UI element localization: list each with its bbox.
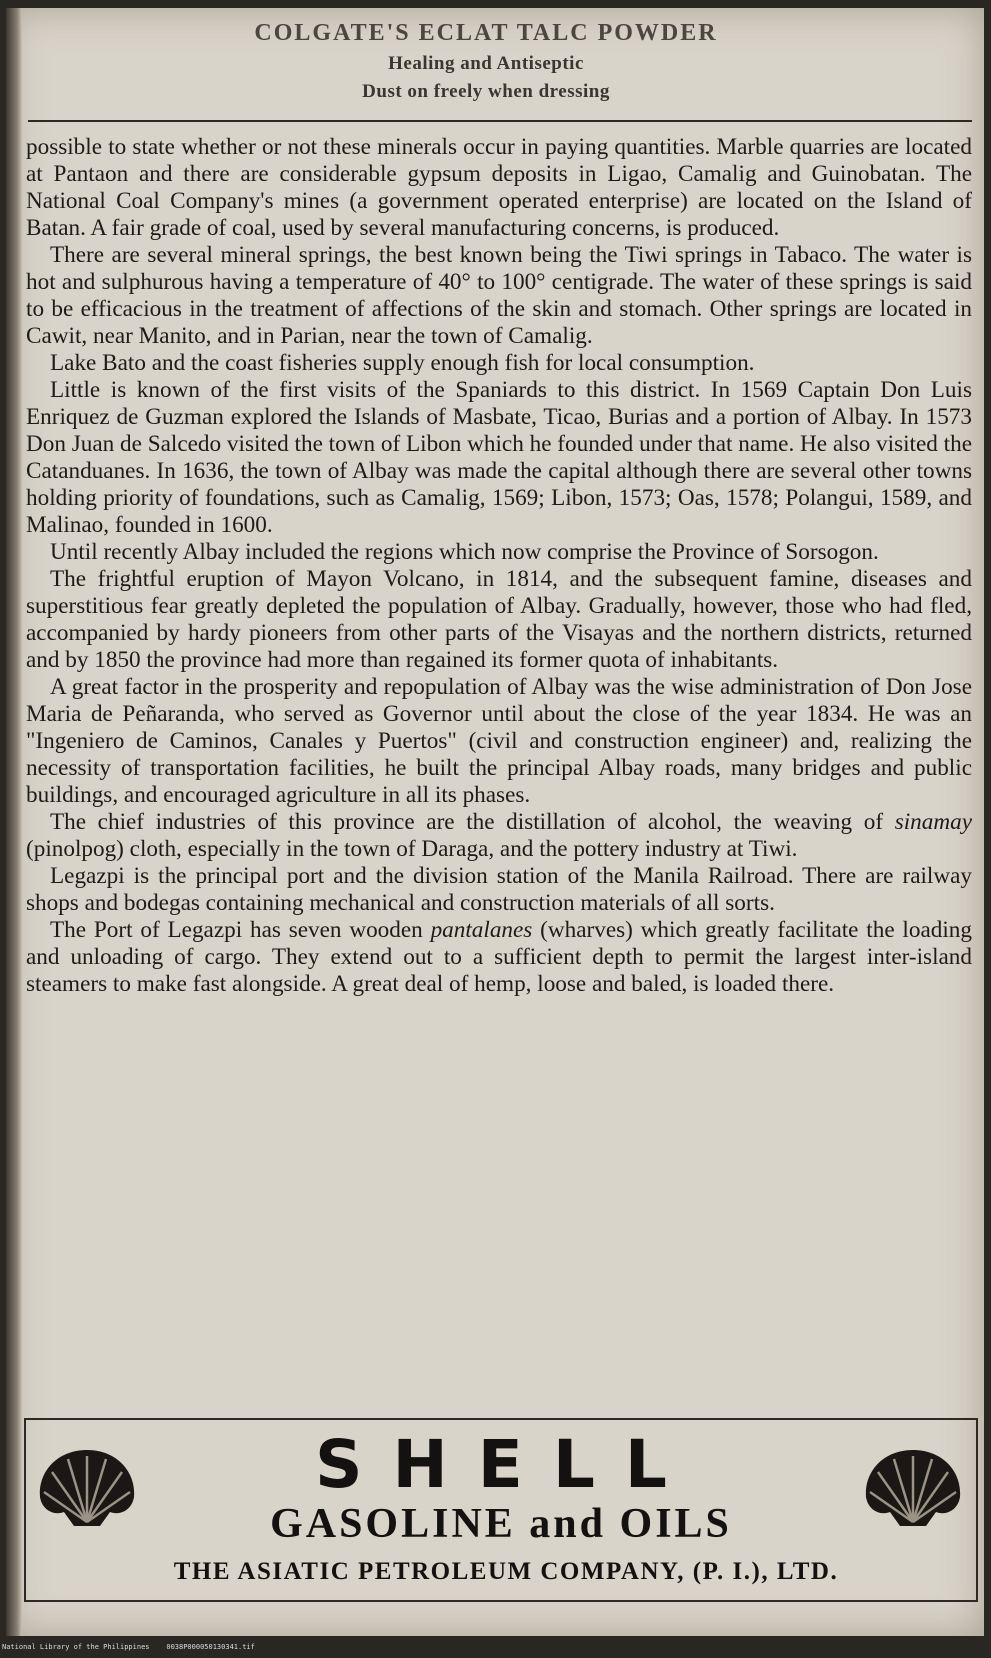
shell-logo-icon xyxy=(858,1442,968,1532)
header-brand: COLGATE'S ECLAT TALC POWDER xyxy=(254,20,718,46)
book-binding-edge xyxy=(6,8,22,1636)
industries-italic: sinamay xyxy=(894,809,972,835)
header-advertisement xyxy=(186,20,786,103)
paragraph-fisheries: Lake Bato and the coast fisheries supply enough fish for local consumption. xyxy=(50,350,755,376)
shell-logo-icon xyxy=(32,1442,142,1532)
shell-company: THE ASIATIC PETROLEUM COMPANY, (P. I.), LTD. xyxy=(173,1558,839,1585)
port-text-a: The Port of Legazpi has seven wooden xyxy=(50,917,431,943)
shell-tagline: GASOLINE and OILS xyxy=(270,1501,732,1547)
article-body xyxy=(26,134,972,998)
paragraph-legazpi: Legazpi is the principal port and the division station of the Manila Railroad. There are railway shops and bodegas containing mechanical and construction materials of all sorts. xyxy=(26,863,972,916)
paragraph-penaranda: A great factor in the prosperity and repopulation of Albay was the wise administration of Don Jose Maria de Peñaranda, who served as Governor until about the close of the year 1834. He was an "Ingeniero de Caminos, Canales y Puertos" (civil and construction engineer) and, realizing the necessity of transportation facilities, he built the principal Albay roads, many bridges and public buildings, and encouraged agriculture in all its phases. xyxy=(26,674,972,808)
shell-brand: SHELL xyxy=(315,1426,697,1503)
paragraph-spaniards: Little is known of the first visits of the Spaniards to this district. In 1569 Captain Don Luis Enriquez de Guzman explored the Islands of Masbate, Ticao, Burias and a portion of Albay. In 1573 Don Juan de Salcedo visited the town of Libon which he founded under that name. He also visited the Catanduanes. In 1636, the town of Albay was made the capital although there are several other towns holding priority of foundations, such as Camalig, 1569; Libon, 1573; Oas, 1578; Polangui, 1589, and Malinao, founded in 1600. xyxy=(26,377,972,538)
header-divider xyxy=(28,120,972,122)
paragraph-springs: There are several mineral springs, the best known being the Tiwi springs in Tabaco. The water is hot and sulphurous having a temperature of 40° to 100° centigrade. The water of these springs is said to be efficacious in the treatment of affections of the skin and stomach. Other springs are located in Cawit, near Manito, and in Parian, near the town of Camalig. xyxy=(26,242,972,349)
paragraph-industries xyxy=(26,809,972,863)
industries-text-b: (pinolpog) cloth, especially in the town of Daraga, and the pottery industry at Tiwi. xyxy=(26,836,798,862)
paragraph-port xyxy=(26,917,972,998)
paragraph-mayon: The frightful eruption of Mayon Volcano, in 1814, and the subsequent famine, diseases and superstitious fear greatly depleted the population of Albay. Gradually, however, those who had fled, accompanied by hardy pioneers from other parts of the Visayas and the northern districts, returned and by 1850 the province had more than regained its former quota of inhabitants. xyxy=(26,566,972,673)
port-italic: pantalanes xyxy=(430,917,533,943)
header-instructions: Dust on freely when dressing xyxy=(362,81,610,102)
paragraph-sorsogon: Until recently Albay included the regions which now comprise the Province of Sorsogon. xyxy=(50,539,879,565)
scan-credit: National Library of the Philippines 0038P000050130341.tif xyxy=(2,1643,255,1651)
scanned-page xyxy=(6,8,984,1636)
industries-text-a: The chief industries of this province are the distillation of alcohol, the weaving of xyxy=(50,809,895,835)
header-slogan: Healing and Antiseptic xyxy=(388,53,584,74)
shell-advertisement xyxy=(24,1418,978,1602)
port-text-b: (wharves) which greatly facilitate the loading and unloading of cargo. They extend out to a sufficient depth to permit the largest inter-island steamers to make fast alongside. A great deal of hemp, loose and baled, is loaded there. xyxy=(26,917,972,997)
paragraph-minerals: possible to state whether or not these minerals occur in paying quantities. Marble quarries are located at Pantaon and there are considerable gypsum deposits in Ligao, Camalig and Guinobatan. The National Coal Company's mines (a government operated enterprise) are located on the Island of Batan. A fair grade of coal, used by several manufacturing concerns, is produced. xyxy=(26,134,972,241)
